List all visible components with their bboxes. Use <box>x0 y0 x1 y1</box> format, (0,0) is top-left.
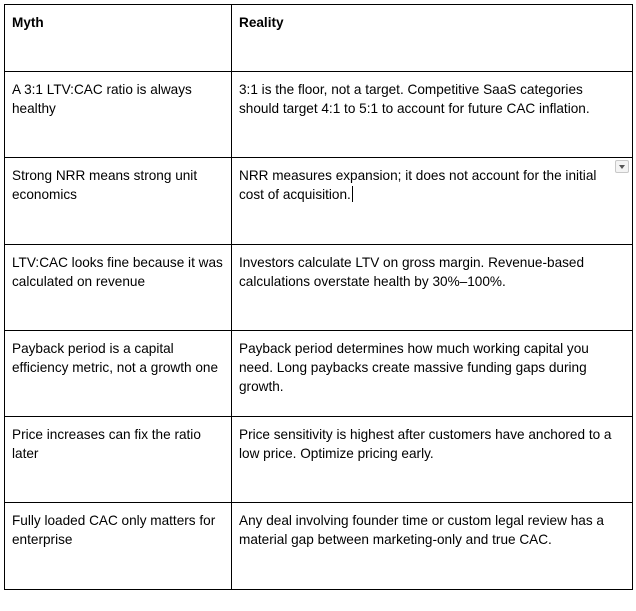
reality-cell[interactable] <box>232 72 633 158</box>
myth-cell[interactable] <box>5 330 232 416</box>
chevron-down-icon[interactable] <box>615 160 629 173</box>
myth-reality-table <box>4 4 633 590</box>
reality-text: Payback period determines how much working capital you need. Long paybacks create massive funding gaps during growth. <box>239 340 589 394</box>
header-label-reality: Reality <box>239 15 284 30</box>
myth-text: Price increases can fix the ratio later <box>12 427 201 462</box>
reality-cell[interactable] <box>232 244 633 330</box>
table-row <box>5 417 633 503</box>
reality-cell[interactable] <box>232 503 633 589</box>
table-header-row <box>5 5 633 72</box>
header-cell-myth[interactable] <box>5 5 232 72</box>
myth-text: Payback period is a capital efficiency metric, not a growth one <box>12 340 219 375</box>
table-row <box>5 72 633 158</box>
reality-text: Any deal involving founder time or custom legal review has a material gap between marketing-only and true CAC. <box>239 513 604 548</box>
header-cell-reality[interactable] <box>232 5 633 72</box>
myth-cell[interactable] <box>5 158 232 244</box>
table-row <box>5 503 633 589</box>
myth-text: A 3:1 LTV:CAC ratio is always healthy <box>12 82 192 116</box>
reality-cell-active[interactable] <box>232 158 633 244</box>
reality-text: 3:1 is the floor, not a target. Competitive SaaS categories should target 4:1 to 5:1 to account for future CAC inflation. <box>239 82 590 116</box>
myth-text: LTV:CAC looks fine because it was calculated on revenue <box>12 254 223 289</box>
reality-text: Price sensitivity is highest after customers have anchored to a low price. Optimize pricing early. <box>239 427 612 462</box>
myth-cell[interactable] <box>5 417 232 503</box>
myth-cell[interactable] <box>5 244 232 330</box>
myth-text: Strong NRR means strong unit economics <box>12 168 198 203</box>
table-row <box>5 330 633 416</box>
table-row <box>5 158 633 244</box>
table-row <box>5 244 633 330</box>
myth-cell[interactable] <box>5 503 232 589</box>
text-cursor <box>352 186 353 202</box>
reality-text: NRR measures expansion; it does not account for the initial cost of acquisition. <box>239 168 597 203</box>
myth-cell[interactable] <box>5 72 232 158</box>
reality-cell[interactable] <box>232 417 633 503</box>
reality-cell[interactable] <box>232 330 633 416</box>
reality-text: Investors calculate LTV on gross margin. Revenue-based calculations overstate health by 30%–100%. <box>239 254 585 289</box>
header-label-myth: Myth <box>12 15 44 30</box>
myth-text: Fully loaded CAC only matters for enterprise <box>12 513 216 548</box>
